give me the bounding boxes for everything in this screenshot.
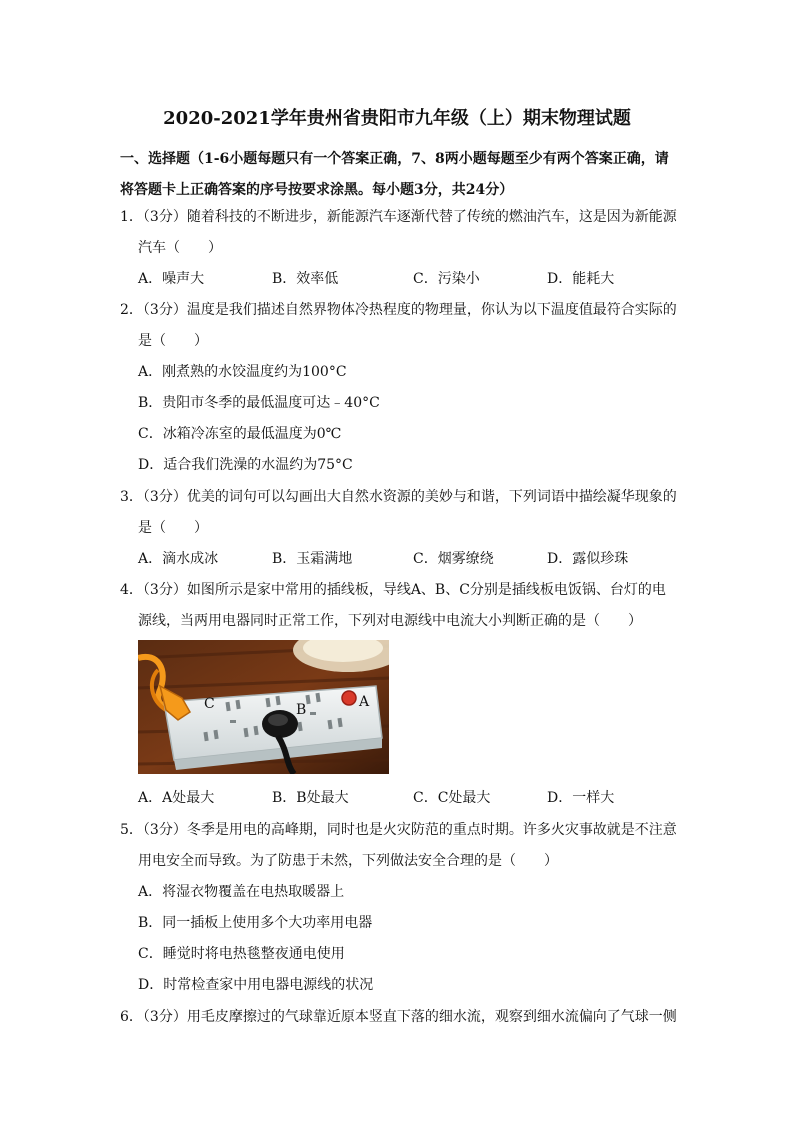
question-6-stem: 6．（3分）用毛皮摩擦过的气球靠近原本竖直下落的细水流，观察到细水流偏向了气球一侧 (120, 1009, 677, 1025)
question-5-option-b: B．同一插板上使用多个大功率用电器 (138, 915, 373, 931)
question-4-option-d: D．一样大 (547, 790, 615, 806)
question-4-stem: 4．（3分）如图所示是家中常用的插线板，导线A、B、C分别是插线板电饭锅、台灯的电 (120, 582, 666, 598)
question-3-stem-cont: 是（ ） (138, 520, 208, 536)
question-4-option-b: B．B处最大 (272, 790, 349, 806)
question-3-stem: 3．（3分）优美的词句可以勾画出大自然水资源的美妙与和谐，下列词语中描绘凝华现象的 (120, 489, 677, 505)
figure-label-c: C (204, 696, 215, 712)
question-2-stem-cont: 是（ ） (138, 333, 208, 349)
question-2-option-a: A．刚煮熟的水饺温度约为100°C (138, 364, 347, 380)
question-1-stem-cont: 汽车（ ） (138, 240, 222, 256)
question-2-option-c: C．冰箱冷冻室的最低温度为0℃ (138, 426, 342, 442)
question-5-option-a: A．将湿衣物覆盖在电热取暖器上 (138, 884, 345, 900)
question-5-option-d: D．时常检查家中用电器电源线的状况 (138, 977, 374, 993)
question-5-stem-cont: 用电安全而导致。为了防患于未然，下列做法安全合理的是（ ） (138, 853, 558, 869)
question-3-option-b: B．玉霜满地 (272, 551, 353, 567)
question-5-stem: 5．（3分）冬季是用电的高峰期，同时也是火灾防范的重点时期。许多火灾事故就是不注意 (120, 822, 677, 838)
power-strip-photo (138, 640, 389, 774)
question-4-options (138, 788, 678, 808)
question-3-option-a: A．滴水成冰 (138, 551, 219, 567)
question-4-stem-cont: 源线，当两用电器同时正常工作，下列对电源线中电流大小判断正确的是（ ） (138, 613, 642, 629)
question-3-options (138, 549, 678, 569)
question-2-stem: 2．（3分）温度是我们描述自然界物体冷热程度的物理量，你认为以下温度值最符合实际的 (120, 302, 677, 318)
question-1-option-b: B．效率低 (272, 271, 339, 287)
figure-label-b: B (296, 702, 307, 718)
question-1-option-a: A．噪声大 (138, 271, 205, 287)
question-1-options (138, 269, 678, 289)
question-3-option-c: C．烟雾缭绕 (413, 551, 494, 567)
question-1-option-d: D．能耗大 (547, 271, 615, 287)
question-1-option-c: C．污染小 (413, 271, 480, 287)
switch-button (342, 691, 356, 705)
question-4-option-a: A．A处最大 (138, 790, 215, 806)
question-2-option-b: B．贵阳市冬季的最低温度可达﹣40°C (138, 395, 380, 411)
page-title: 2020-2021学年贵州省贵阳市九年级（上）期末物理试题 (163, 108, 631, 129)
question-4-option-c: C．C处最大 (413, 790, 491, 806)
question-5-option-c: C．睡觉时将电热毯整夜通电使用 (138, 946, 345, 962)
section-heading: 一、选择题（1-6小题每题只有一个答案正确，7、8两小题每题至少有两个答案正确，请将答题卡上正确答案的序号按要求涂黑。每小题3分，共24分） (120, 151, 669, 198)
question-1-stem: 1．（3分）随着科技的不断进步，新能源汽车逐渐代替了传统的燃油汽车，这是因为新能源 (120, 209, 677, 225)
power-strip-illustration (138, 640, 389, 774)
question-2-option-d: D．适合我们洗澡的水温约为75°C (138, 457, 353, 473)
figure-label-a: A (359, 694, 370, 710)
question-3-option-d: D．露似珍珠 (547, 551, 629, 567)
